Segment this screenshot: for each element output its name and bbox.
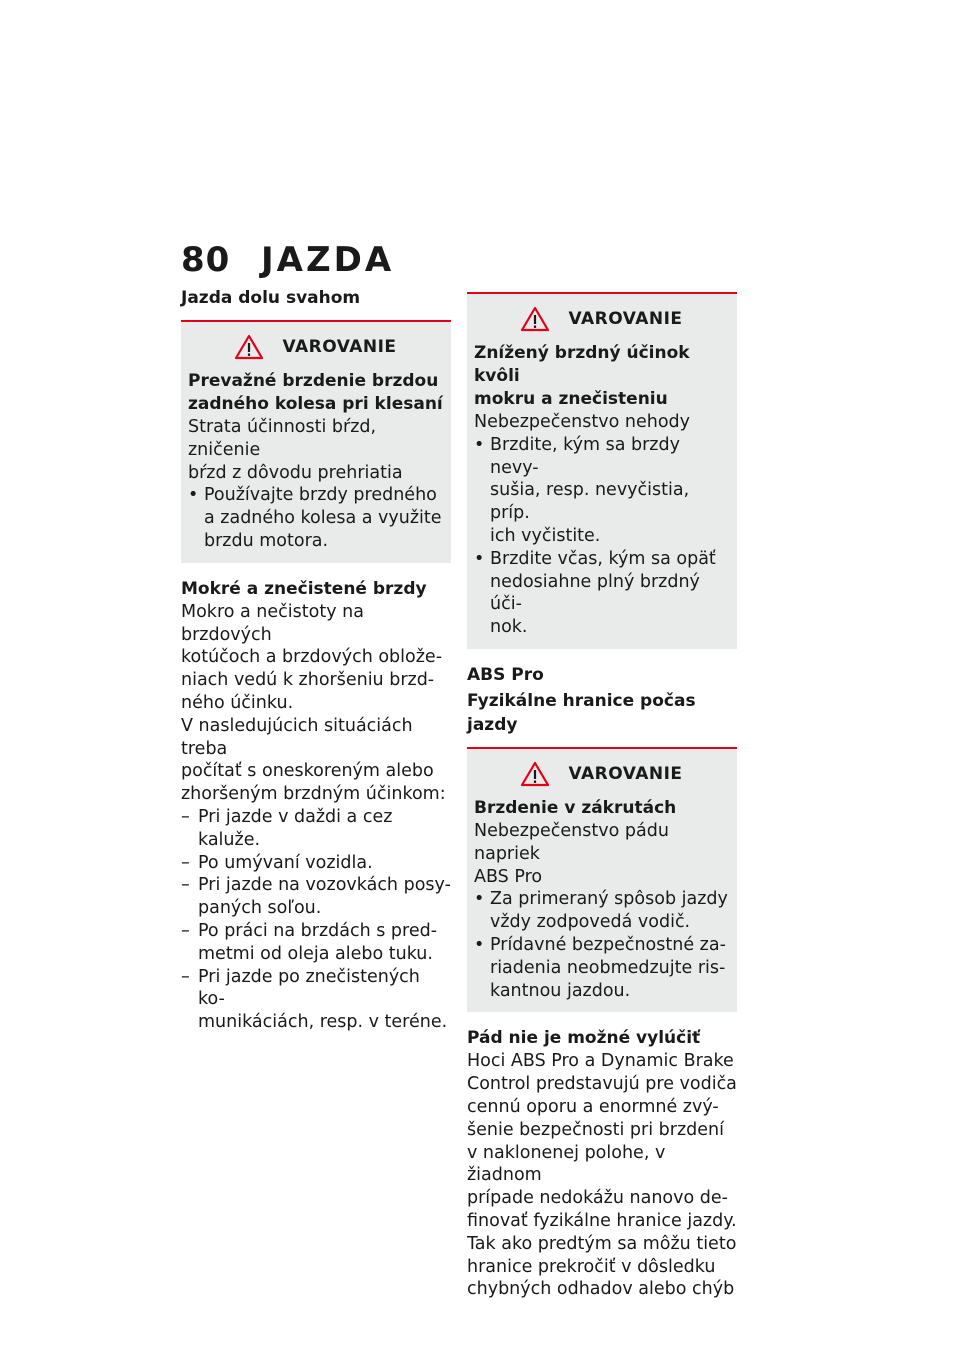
paragraph-line: Tak ako predtým sa môžu tieto (467, 1233, 737, 1254)
paragraph-line: Hoci ABS Pro a Dynamic Brake (467, 1051, 734, 1072)
list-item-text: Pri jazde na vozovkách posy- (198, 875, 451, 896)
list-item (474, 479, 729, 525)
dash-marker: – (181, 966, 190, 987)
list-item (188, 530, 443, 553)
list-item (474, 548, 729, 571)
warning-title: VAROVANIE (568, 763, 683, 784)
warning-header (474, 761, 729, 787)
warning-triangle-icon (234, 334, 264, 360)
bullet-text: ich vyčistite. (490, 525, 601, 546)
list-item (181, 943, 451, 966)
list-item (474, 911, 729, 934)
paragraph-line: Mokro a nečistoty na brzdových (181, 601, 364, 645)
bullet-text: sušia, resp. nevyčistia, príp. (490, 480, 690, 524)
warning-bullet-list (188, 484, 443, 552)
warning-subtitle-line: Prevažné brzdenie brzdou (188, 371, 439, 391)
warning-box-cornering (467, 747, 737, 1012)
list-item (474, 616, 729, 639)
bullet-marker: • (474, 548, 485, 569)
right-column (467, 292, 737, 1301)
paragraph-line: hranice prekročiť v dôsledku (467, 1256, 716, 1277)
list-item (474, 980, 729, 1003)
warning-header (474, 306, 729, 332)
dash-list (181, 806, 451, 1034)
bullet-text: a zadného kolesa a využite (204, 508, 442, 529)
warning-text-line: bŕzd z dôvodu prehriatia (188, 462, 403, 483)
bullet-text: riadenia neobmedzujte ris- (490, 957, 726, 978)
paragraph-line: prípade nedokážu nanovo de- (467, 1188, 728, 1209)
list-item-text: paných soľou. (198, 898, 322, 919)
list-item (474, 434, 729, 480)
paragraph-line: ného účinku. (181, 692, 294, 713)
paragraph-line: v naklonenej polohe, v žiadnom (467, 1142, 666, 1186)
warning-triangle-icon (520, 761, 550, 787)
warning-box-downhill (181, 320, 451, 563)
warning-title: VAROVANIE (568, 309, 683, 329)
dash-marker: – (181, 920, 190, 941)
bullet-marker: • (188, 485, 199, 506)
paragraph-line: počítať s oneskoreným alebo (181, 761, 434, 782)
list-item (181, 920, 451, 943)
left-column (181, 286, 451, 1034)
warning-subtitle-line: Znížený brzdný účinok kvôli (474, 343, 690, 386)
list-item (181, 897, 451, 920)
bullet-marker: • (474, 934, 485, 955)
warning-text-line: Nebezpečenstvo nehody (474, 412, 690, 432)
dash-marker: – (181, 852, 190, 873)
warning-header (188, 334, 443, 360)
paragraph-line: V nasledujúcich situáciách treba (181, 715, 413, 759)
bullet-text: nedosiahne plný brzdný úči- (490, 571, 700, 615)
list-item-text: Pri jazde v daždi a cez kaluže. (198, 806, 393, 850)
paragraph-line: zhoršeným brzdným účinkom: (181, 784, 446, 805)
dash-marker: – (181, 806, 190, 827)
section-title-abs-pro: ABS Pro (467, 664, 544, 685)
warning-bullet-list (474, 434, 729, 639)
bullet-text: brzdu motora. (204, 530, 329, 551)
warning-subtitle-line: Brzdenie v zákrutách (474, 797, 677, 818)
bullet-text: Brzdite, kým sa brzdy nevy- (490, 434, 680, 478)
paragraph-line: Control predstavujú pre vodiča (467, 1074, 737, 1095)
bullet-text: Prídavné bezpečnostné za- (490, 934, 726, 955)
section-title-fall-not-excluded: Pád nie je možné vylúčiť (467, 1028, 701, 1049)
bullet-text: Používajte brzdy predného (204, 485, 437, 506)
list-item (181, 874, 451, 897)
list-item-text: Po umývaní vozidla. (198, 852, 373, 873)
list-item (474, 888, 729, 911)
paragraph-line: niach vedú k zhoršeniu brzd- (181, 670, 435, 691)
paragraph-line: kotúčoch a brzdových oblože- (181, 647, 443, 668)
warning-subtitle-line: zadného kolesa pri klesaní (188, 394, 443, 414)
paragraph-line: finovať fyzikálne hranice jazdy. (467, 1210, 737, 1231)
bullet-text: vždy zodpovedá vodič. (490, 912, 691, 933)
bullet-text: kantnou jazdou. (490, 980, 631, 1001)
bullet-text: Brzdite včas, kým sa opäť (490, 548, 716, 569)
list-item-text: metmi od oleja alebo tuku. (198, 943, 433, 964)
section-title-wet-brakes: Mokré a znečistené brzdy (181, 578, 427, 599)
warning-bullet-list (474, 888, 729, 1002)
warning-text-line: Nebezpečenstvo pádu napriek (474, 820, 669, 864)
bullet-text: nok. (490, 617, 528, 638)
section-title-downhill: Jazda dolu svahom (181, 288, 361, 308)
page-header (181, 240, 394, 280)
list-item (474, 957, 729, 980)
chapter-title: JAZDA (261, 240, 395, 280)
list-item (474, 571, 729, 617)
bullet-text: Za primeraný spôsob jazdy (490, 889, 728, 910)
list-item-text: Pri jazde po znečistených ko- (198, 966, 420, 1010)
warning-triangle-icon (520, 306, 550, 332)
list-item (181, 852, 451, 875)
list-item-text: munikáciách, resp. v teréne. (198, 1012, 448, 1033)
list-item (474, 525, 729, 548)
list-item (474, 934, 729, 957)
list-item (188, 484, 443, 507)
list-item (188, 507, 443, 530)
list-item-text: Po práci na brzdách s pred- (198, 920, 438, 941)
bullet-marker: • (474, 889, 485, 910)
warning-box-wet (467, 292, 737, 649)
list-item (181, 806, 451, 852)
list-item (181, 1011, 451, 1034)
warning-title: VAROVANIE (282, 337, 397, 357)
paragraph-line: chybných odhadov alebo chýb (467, 1279, 735, 1300)
page-number: 80 (181, 240, 231, 280)
paragraph-line: šenie bezpečnosti pri brzdení (467, 1119, 724, 1140)
warning-text-line: Strata účinnosti bŕzd, zničenie (188, 417, 377, 460)
warning-text-line: ABS Pro (474, 866, 543, 887)
section-title-physical-limits: Fyzikálne hranice počas jazdy (467, 690, 696, 735)
paragraph-line: cennú oporu a enormné zvý- (467, 1096, 719, 1117)
bullet-marker: • (474, 434, 485, 455)
warning-subtitle-line: mokru a znečisteniu (474, 389, 668, 409)
dash-marker: – (181, 875, 190, 896)
list-item (181, 966, 451, 1012)
